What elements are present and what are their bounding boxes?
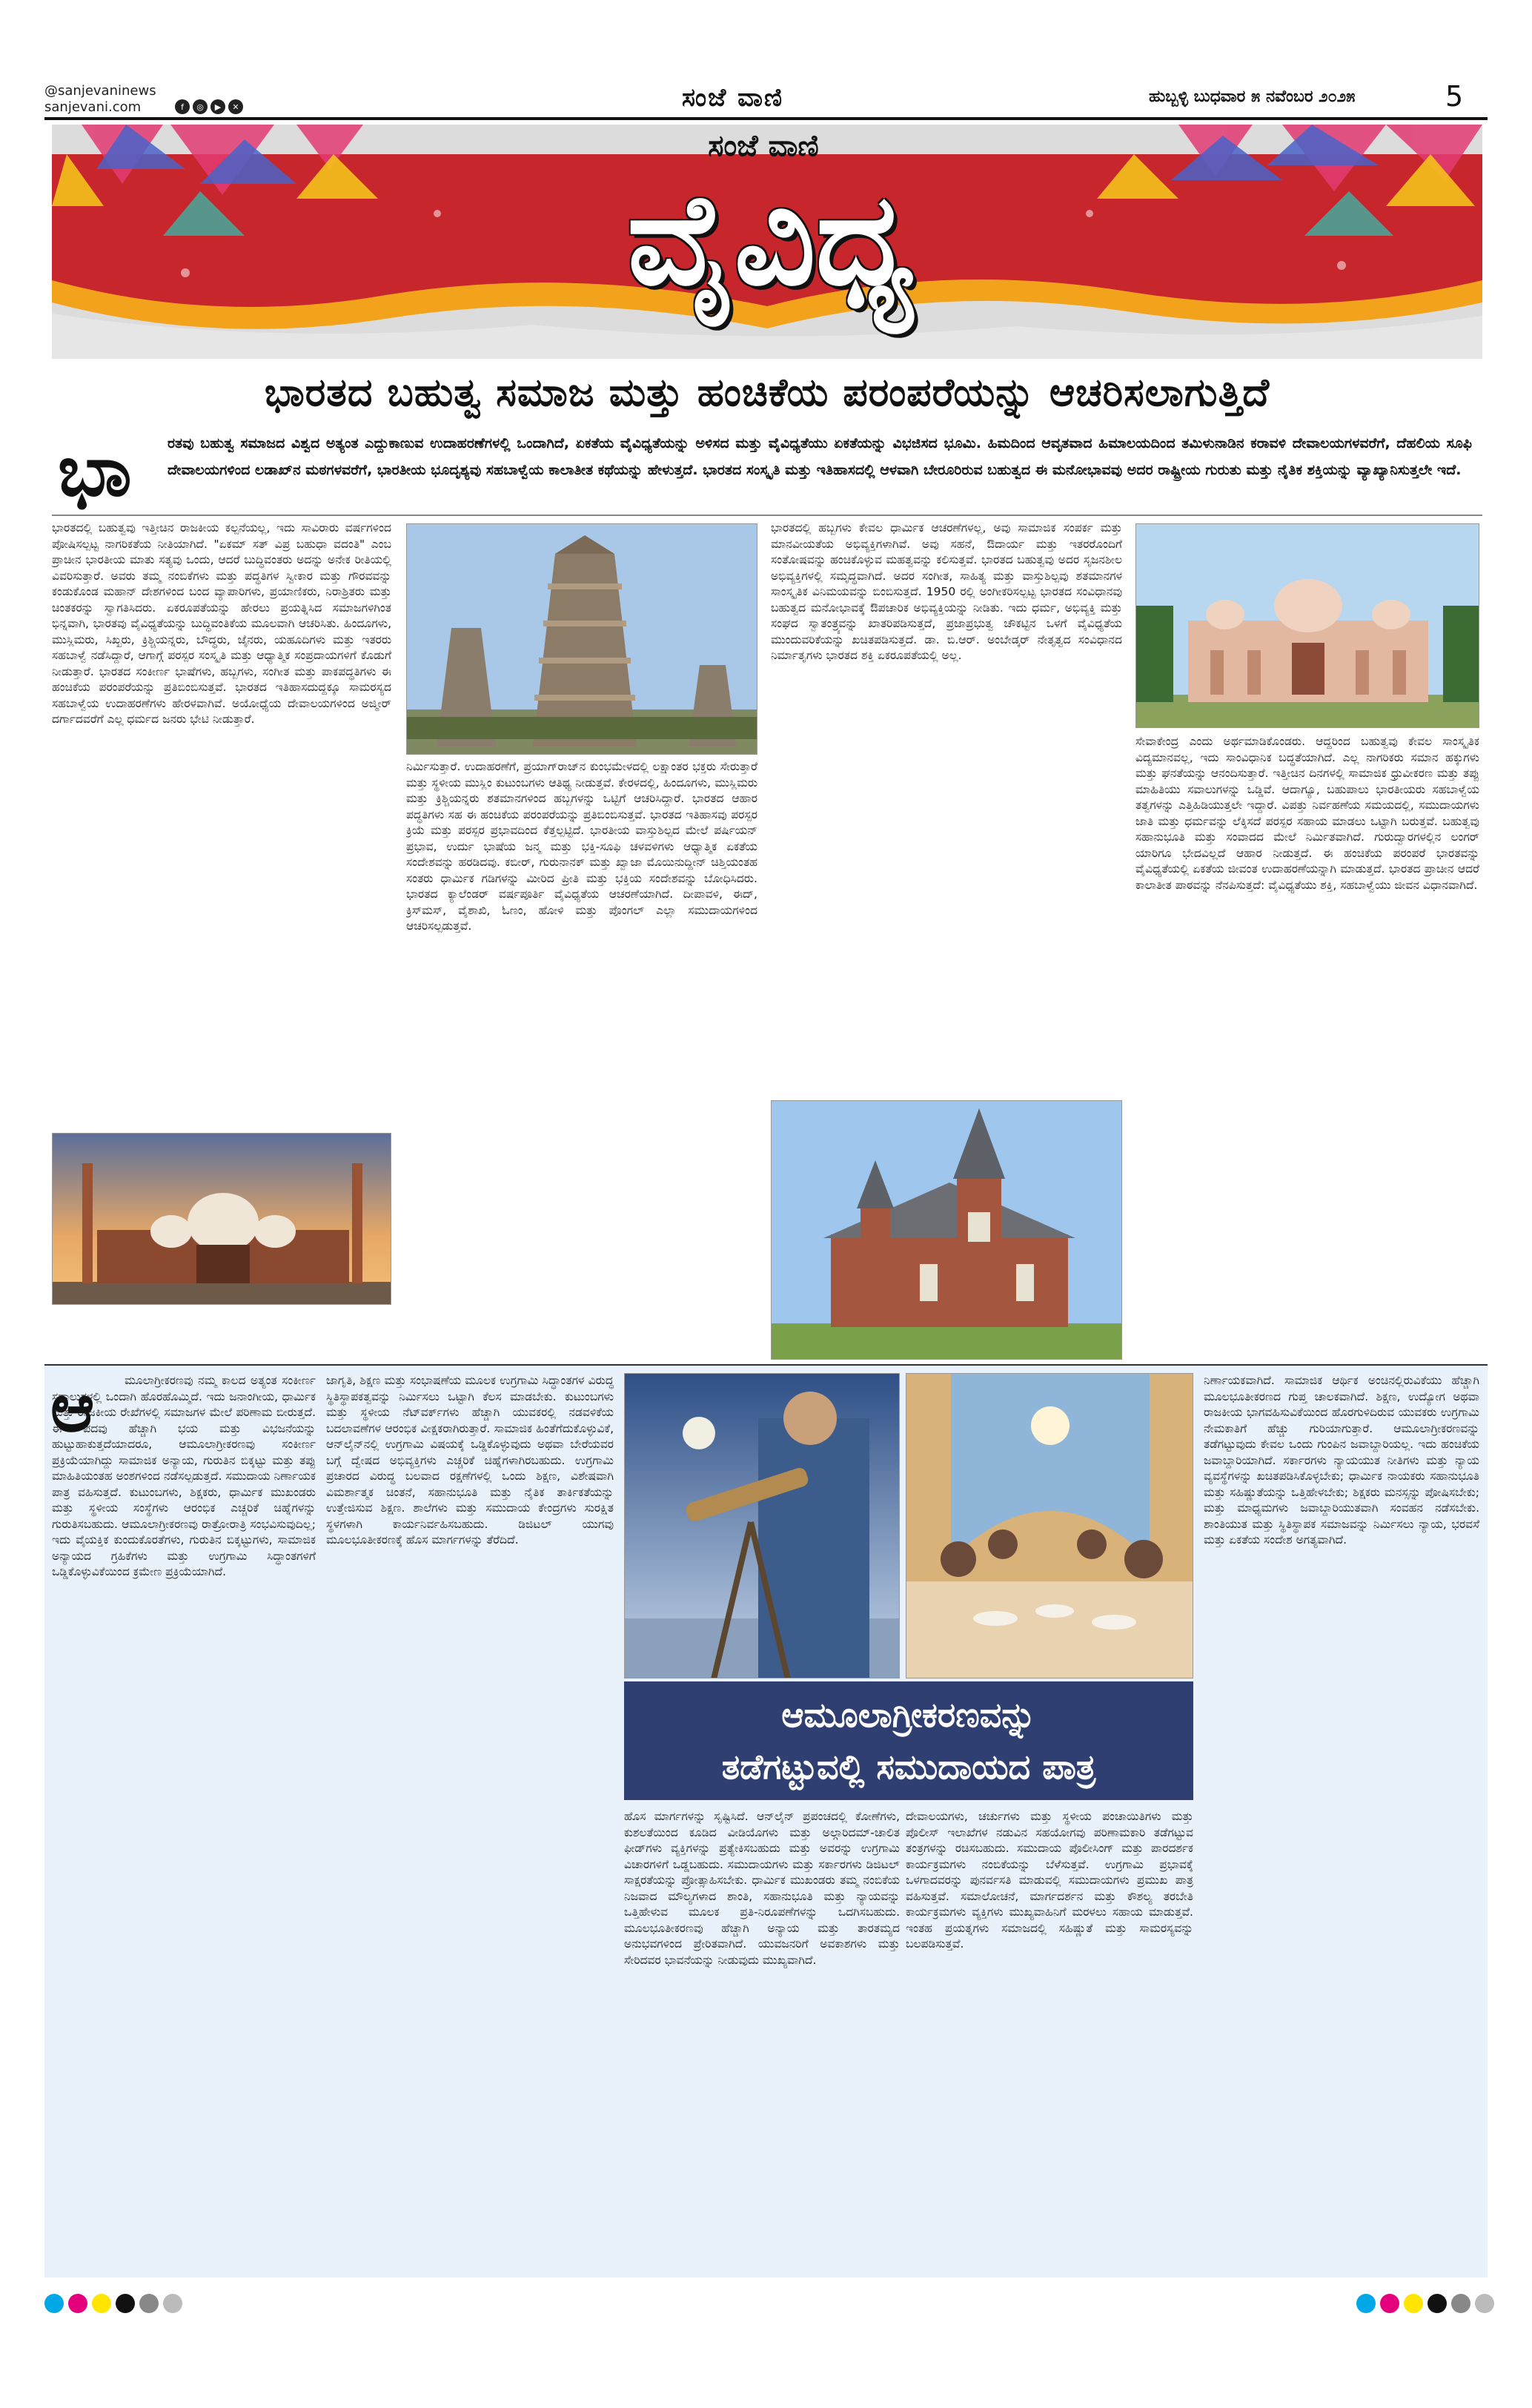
header-rule (44, 117, 1488, 120)
article2-column: ನಿರ್ಣಾಯಕವಾಗಿದೆ. ಸಾಮಾಜಿಕ ಆರ್ಥಿಕ ಅಂಚಿನಲ್ಲಿರುವಿಕೆಯು ಹೆಚ್ಚಾಗಿ ಮೂಲಭೂತೀಕರಣದ ಗುಪ್ತ ಚಾಲಕವಾಗಿದೆ. ಶಿಕ್ಷಣ, ಉದ್ಯೋಗ ಅಥವಾ ರಾಜಕೀಯ ಭಾಗವಹಿಸುವಿಕೆಯಿಂದ ಹೊರಗುಳಿದಿರುವ ಯುವಕರು ಉಗ್ರಗಾಮಿ ನೇಮಕಾತಿಗೆ ಹೆಚ್ಚು ಗುರಿಯಾಗುತ್ತಾರೆ. ಆಮೂಲಾಗ್ರೀಕರಣವನ್ನು ತಡೆಗಟ್ಟುವುದು ಕೇವಲ ಒಂದು ಗುಂಪಿನ ಜವಾಬ್ದಾರಿಯಲ್ಲ. ಇದು ಹಂಚಿಕೆಯ ಜವಾಬ್ದಾರಿಯಾಗಿದೆ. ಸರ್ಕಾರಗಳು ನ್ಯಾಯಯುತ ನೀತಿಗಳು ಮತ್ತು ನ್ಯಾಯ ವ್ಯವಸ್ಥೆಗಳನ್ನು ಖಚಿತಪಡಿಸಿಕೊಳ್ಳಬೇಕು; ಧಾರ್ಮಿಕ ನಾಯಕರು ಸಹಾನುಭೂತಿ ಮತ್ತು ಸಹಿಷ್ಣುತೆಯನ್ನು ಒತ್ತಿಹೇಳಬೇಕು; ಶಿಕ್ಷಕರು ಮನಸ್ಸನ್ನು ಪೋಷಿಸಬೇಕು; ಮತ್ತು ಮಾಧ್ಯಮಗಳು ಜವಾಬ್ದಾರಿಯುತವಾಗಿ ಸಂವಹನ ನಡೆಸಬೇಕು. ಶಾಂತಿಯುತ ಮತ್ತು ಸ್ಥಿತಿಸ್ಥಾಪಕ ಸಮಾಜವನ್ನು ನಿರ್ಮಿಸಲು ನ್ಯಾಯ, ಭರವಸೆ ಮತ್ತು ಏಕತೆಯ ಸಂದೇಶ ಅಗತ್ಯವಾಗಿದೆ. (1204, 1374, 1479, 1547)
temple-gopuram-image (406, 523, 757, 755)
article1-column: ಸೇವಾಕೇಂದ್ರ ಎಂದು ಅರ್ಥಮಾಡಿಕೊಂಡರು. ಆದ್ದರಿಂದ ಬಹುತ್ವವು ಕೇವಲ ಸಾಂಸ್ಕೃತಿಕ ವಿದ್ಯಮಾನವಲ್ಲ, ಇದು ಸಾಂವಿಧಾನಿಕ ಬದ್ಧತೆಯಾಗಿದೆ. ಎಲ್ಲ ನಾಗರಿಕರು ಸಮಾನ ಹಕ್ಕುಗಳು ಮತ್ತು ಘನತೆಯನ್ನು ಆನಂದಿಸುತ್ತಾರೆ. ಇತ್ತೀಚಿನ ದಿನಗಳಲ್ಲಿ ಸಾಮಾಜಿಕ ಧ್ರುವೀಕರಣ ಮತ್ತು ತಪ್ಪು ಮಾಹಿತಿಯು ಸವಾಲುಗಳನ್ನು ಒಡ್ಡಿವೆ. ಆದಾಗ್ಯೂ, ಬಹುಪಾಲು ಭಾರತೀಯರು ಸಹಬಾಳ್ವೆಯ ತತ್ವಗಳನ್ನು ಎತ್ತಿಹಿಡಿಯುತ್ತಲೇ ಇದ್ದಾರೆ. ವಿಪತ್ತು ನಿರ್ವಹಣೆಯ ಸಮಯದಲ್ಲಿ, ಸಮುದಾಯಗಳು ಜಾತಿ ಮತ್ತು ಧರ್ಮವನ್ನು ಲೆಕ್ಕಿಸದೆ ಪರಸ್ಪರ ಸಹಾಯ ಮಾಡಲು ಒಟ್ಟಾಗಿ ಬರುತ್ತವೆ. ಬಹುತ್ವವು ಸಹಾನುಭೂತಿ ಮತ್ತು ಸಂವಾದದ ಮೇಲೆ ನಿರ್ಮಿತವಾಗಿದೆ. ಗುರುದ್ವಾರಗಳಲ್ಲಿನ ಲಂಗರ್ ಯಾರಿಗೂ ಭೇದವಿಲ್ಲದೆ ಆಹಾರ ನೀಡುತ್ತದೆ. ಈ ಹಂಚಿಕೆಯ ಪರಂಪರೆ ಭಾರತವನ್ನು ವೈವಿಧ್ಯತೆಯಲ್ಲಿ ಏಕತೆಯ ಜೀವಂತ ಉದಾಹರಣೆಯನ್ನಾಗಿ ಮಾಡುತ್ತದೆ. ಭಾರತದ ಪ್ರಾಚೀನ ಆದರೆ ಕಾಲಾತೀತ ಪಾಠವನ್ನು ನೆನಪಿಸುತ್ತದೆ: ವೈವಿಧ್ಯತೆಯು ಶಕ್ತಿ, ಸಹಬಾಳ್ವೆಯು ಜೀವನ ವಿಧಾನವಾಗಿದೆ. (1135, 735, 1479, 892)
article2-column: ದೇವಾಲಯಗಳು, ಚರ್ಚುಗಳು ಮತ್ತು ಸ್ಥಳೀಯ ಪಂಚಾಯಿತಿಗಳು ಮತ್ತು ಪೊಲೀಸ್ ಇಲಾಖೆಗಳ ನಡುವಿನ ಸಹಯೋಗವು ಪರಿಣಾಮಕಾರಿ ತಡೆಗಟ್ಟುವ ತಂತ್ರಗಳನ್ನು ರಚಿಸಬಹುದು. ಸಮುದಾಯ ಪೊಲೀಸಿಂಗ್ ಮತ್ತು ಪಾರದರ್ಶಕ ಕಾರ್ಯಕ್ರಮಗಳು ನಂಬಿಕೆಯನ್ನು ಬೆಳೆಸುತ್ತವೆ. ಉಗ್ರಗಾಮಿ ಪ್ರಭಾವಕ್ಕೆ ಒಳಗಾದವರನ್ನು ಪುನರ್ವಸತಿ ಮಾಡುವಲ್ಲಿ ಸಮುದಾಯಗಳು ಪ್ರಮುಖ ಪಾತ್ರ ವಹಿಸುತ್ತವೆ. ಸಮಾಲೋಚನೆ, ಮಾರ್ಗದರ್ಶನ ಮತ್ತು ಕೌಶಲ್ಯ ತರಬೇತಿ ಕಾರ್ಯಕ್ರಮಗಳು ವ್ಯಕ್ತಿಗಳು ಮುಖ್ಯವಾಹಿನಿಗೆ ಮರಳಲು ಸಹಾಯ ಮಾಡುತ್ತವೆ. ಇಂತಹ ಪ್ರಯತ್ನಗಳು ಸಮಾಜದಲ್ಲಿ ಸಹಿಷ್ಣುತೆ ಮತ್ತು ಸಾಮರಸ್ಯವನ್ನು ಬಲಪಡಿಸುತ್ತವೆ. (906, 1810, 1193, 1951)
article-lede: ರತವು ಬಹುತ್ವ ಸಮಾಜದ ವಿಶ್ವದ ಅತ್ಯಂತ ಎದ್ದುಕಾಣುವ ಉದಾಹರಣೆಗಳಲ್ಲಿ ಒಂದಾಗಿದೆ, ಏಕತೆಯ ವೈವಿಧ್ಯತೆಯನ್ನು ಅಳಿಸದ ಮತ್ತು ವೈವಿಧ್ಯತೆಯು ಏಕತೆಯನ್ನು ವಿಭಜಿಸದ ಭೂಮಿ. ಹಿಮದಿಂದ ಆವೃತವಾದ ಹಿಮಾಲಯದಿಂದ ತಮಿಳುನಾಡಿನ ಕರಾವಳಿ ದೇವಾಲಯಗಳವರೆಗೆ, ದೆಹಲಿಯ ಸೂಫಿ ದೇವಾಲಯಗಳಿಂದ ಲಡಾಖ್‌ನ ಮಠಗಳವರೆಗೆ, ಭಾರತೀಯ ಭೂದೃಶ್ಯವು ಸಹಬಾಳ್ವೆಯ ಕಾಲಾತೀತ ಕಥೆಯನ್ನು ಹೇಳುತ್ತದೆ. ಭಾರತದ ಸಂಸ್ಕೃತಿ ಮತ್ತು ಇತಿಹಾಸದಲ್ಲಿ ಆಳವಾಗಿ ಬೇರೂರಿರುವ ಬಹುತ್ವದ ಈ ಮನೋಭಾವವು ಅದರ ರಾಷ್ಟ್ರೀಯ ಗುರುತು ಮತ್ತು ನೈತಿಕ ಶಕ್ತಿಯನ್ನು ವ್ಯಾಖ್ಯಾನಿಸುತ್ತಲೇ ಇದೆ. (168, 435, 1472, 478)
banner-masthead: ಸಂಜೆ ವಾಣಿ (708, 129, 819, 163)
community-dinner-image (906, 1373, 1193, 1678)
twitter-icon[interactable]: ✕ (228, 99, 243, 114)
facebook-icon[interactable]: f (175, 99, 190, 114)
color-registration-marks (1356, 2294, 1494, 2313)
dateline: ಹುಬ್ಬಳ್ಳಿ ಬುಧವಾರ ೫ ನವೆಂಬರ ೨೦೨೫ (1149, 87, 1356, 106)
article2-title (624, 1681, 1193, 1800)
mosque-image (52, 1133, 391, 1305)
drop-cap: ಆ (50, 1369, 95, 1447)
article2-title-line: ಆಮೂಲಾಗ್ರೀಕರಣವನ್ನು (781, 1695, 1036, 1735)
social-icons (175, 99, 243, 114)
church-image (771, 1100, 1122, 1360)
drop-cap: ಭಾ (58, 429, 132, 512)
youtube-icon[interactable]: ▶ (210, 99, 225, 114)
article2-column: ಜಾಗೃತಿ, ಶಿಕ್ಷಣ ಮತ್ತು ಸಂಭಾಷಣೆಯ ಮೂಲಕ ಉಗ್ರಗಾಮಿ ಸಿದ್ಧಾಂತಗಳ ವಿರುದ್ಧ ಸ್ಥಿತಿಸ್ಥಾಪಕತ್ವವನ್ನು ನಿರ್ಮಿಸಲು ಒಟ್ಟಾಗಿ ಕೆಲಸ ಮಾಡಬೇಕು. ಕುಟುಂಬಗಳು ಮತ್ತು ಸ್ಥಳೀಯ ನೆಟ್‌ವರ್ಕ್‌ಗಳು ಹೆಚ್ಚಾಗಿ ಯುವಕರಲ್ಲಿ ನಡವಳಿಕೆಯ ಬದಲಾವಣೆಗಳ ಆರಂಭಿಕ ವೀಕ್ಷಕರಾಗಿರುತ್ತಾರೆ. ಸಾಮಾಜಿಕ ಹಿಂತೆಗೆದುಕೊಳ್ಳುವಿಕೆ, ಆನ್‌ಲೈನ್‌ನಲ್ಲಿ ಉಗ್ರಗಾಮಿ ವಿಷಯಕ್ಕೆ ಒಡ್ಡಿಕೊಳ್ಳುವುದು ಅಥವಾ ಬೇರೆಯವರ ಬಗ್ಗೆ ದ್ವೇಷದ ಅಭಿವ್ಯಕ್ತಿಗಳು ಎಚ್ಚರಿಕೆ ಚಿಹ್ನೆಗಳಾಗಿರಬಹುದು. ಉಗ್ರಗಾಮಿ ಪ್ರಚಾರದ ವಿರುದ್ಧ ಬಲವಾದ ರಕ್ಷಣೆಗಳಲ್ಲಿ ಒಂದು ಶಿಕ್ಷಣ, ವಿಶೇಷವಾಗಿ ವಿಮರ್ಶಾತ್ಮಕ ಚಿಂತನೆ, ಸಹಾನುಭೂತಿ ಮತ್ತು ನೈತಿಕ ತಾರ್ಕಿಕತೆಯನ್ನು ಉತ್ತೇಜಿಸುವ ಶಿಕ್ಷಣ. ಶಾಲೆಗಳು ಮತ್ತು ಸಮುದಾಯ ಕೇಂದ್ರಗಳು ಸುರಕ್ಷಿತ ಸ್ಥಳಗಳಾಗಿ ಕಾರ್ಯನಿರ್ವಹಿಸಬಹುದು. ಡಿಜಿಟಲ್ ಯುಗವು ಮೂಲಭೂತೀಕರಣಕ್ಕೆ ಹೊಸ ಮಾರ್ಗಗಳನ್ನು ತೆರೆದಿದೆ. (326, 1374, 614, 1547)
website-link[interactable]: sanjevani.com (44, 99, 142, 115)
masthead: ಸಂಜೆ ವಾಣಿ (682, 83, 784, 113)
telescope-image (624, 1373, 900, 1678)
article2-column: ಹೊಸ ಮಾರ್ಗಗಳನ್ನು ಸೃಷ್ಟಿಸಿದೆ. ಆನ್‌ಲೈನ್ ಪ್ರಪಂಚದಲ್ಲಿ ಕೋಣೆಗಳು, ಕುಶಲತೆಯಿಂದ ಕೂಡಿದ ವೀಡಿಯೊಗಳು ಮತ್ತು ಅಲ್ಗಾರಿದಮ್-ಚಾಲಿತ ಫೀಡ್‌ಗಳು ವ್ಯಕ್ತಿಗಳನ್ನು ಪ್ರತ್ಯೇಕಿಸಬಹುದು ಮತ್ತು ಅವರನ್ನು ಉಗ್ರಗಾಮಿ ವಿಚಾರಗಳಿಗೆ ಒಡ್ಡಬಹುದು. ಸಮುದಾಯಗಳು ಮತ್ತು ಸರ್ಕಾರಗಳು ಡಿಜಿಟಲ್ ಸಾಕ್ಷರತೆಯನ್ನು ಪ್ರೋತ್ಸಾಹಿಸಬೇಕು. ಧಾರ್ಮಿಕ ಮುಖಂಡರು ತಮ್ಮ ನಂಬಿಕೆಯ ನಿಜವಾದ ಮೌಲ್ಯಗಳಾದ ಶಾಂತಿ, ಸಹಾನುಭೂತಿ ಮತ್ತು ನ್ಯಾಯವನ್ನು ಒತ್ತಿಹೇಳುವ ಮೂಲಕ ಪ್ರತಿ-ನಿರೂಪಣೆಗಳನ್ನು ಒದಗಿಸಬಹುದು. ಮೂಲಭೂತೀಕರಣವು ಹೆಚ್ಚಾಗಿ ಅನ್ಯಾಯ ಮತ್ತು ತಾರತಮ್ಯದ ಅನುಭವಗಳಿಂದ ಪ್ರೇರಿತವಾಗಿದೆ. ಯುವಜನರಿಗೆ ಅವಕಾಶಗಳು ಮತ್ತು ಸೇರಿದವರ ಭಾವನೆಯನ್ನು ನೀಡುವುದು ಮುಖ್ಯವಾಗಿದೆ. (624, 1810, 900, 1967)
social-handles (44, 83, 156, 116)
page-number: 5 (1445, 80, 1464, 113)
color-registration-marks (44, 2294, 182, 2313)
article1-column: ಭಾರತದಲ್ಲಿ ಹಬ್ಬಗಳು ಕೇವಲ ಧಾರ್ಮಿಕ ಆಚರಣೆಗಳಲ್ಲ, ಅವು ಸಾಮಾಜಿಕ ಸಂಪರ್ಕ ಮತ್ತು ಮಾನವೀಯತೆಯ ಅಭಿವ್ಯಕ್ತಿಗಳಾಗಿವೆ. ಅವು ಸಹನೆ, ಔದಾರ್ಯ ಮತ್ತು ಇತರರೊಂದಿಗೆ ಸಂತೋಷವನ್ನು ಹಂಚಿಕೊಳ್ಳುವ ಮಹತ್ವವನ್ನು ಕಲಿಸುತ್ತವೆ. ಭಾರತದ ಬಹುತ್ವವು ಅದರ ಸೃಜನಶೀಲ ಅಭಿವ್ಯಕ್ತಿಗಳಲ್ಲಿ ಸಮೃದ್ಧವಾಗಿದೆ. ಅದರ ಸಂಗೀತ, ಸಾಹಿತ್ಯ ಮತ್ತು ವಾಸ್ತುಶಿಲ್ಪವು ಶತಮಾನಗಳ ಸಾಂಸ್ಕೃತಿಕ ವಿನಿಮಯವನ್ನು ಬಿಂಬಿಸುತ್ತದೆ. 1950 ರಲ್ಲಿ ಅಂಗೀಕರಿಸಲ್ಪಟ್ಟ ಭಾರತದ ಸಂವಿಧಾನವು ಬಹುತ್ವದ ಮನೋಭಾವಕ್ಕೆ ಔಪಚಾರಿಕ ಅಭಿವ್ಯಕ್ತಿಯನ್ನು ನೀಡಿತು. ಇದು ಧರ್ಮ, ಅಭಿವ್ಯಕ್ತಿ ಮತ್ತು ಸಂಘದ ಸ್ವಾತಂತ್ರ್ಯವನ್ನು ಖಾತರಿಪಡಿಸುತ್ತದೆ, ಪ್ರಜಾಪ್ರಭುತ್ವ ಚೌಕಟ್ಟಿನ ಒಳಗೆ ವೈವಿಧ್ಯತೆಯ ಮುಂದುವರಿಕೆಯನ್ನು ಖಚಿತಪಡಿಸುತ್ತದೆ. ಡಾ. ಬಿ.ಆರ್. ಅಂಬೇಡ್ಕರ್ ನೇತೃತ್ವದ ಸಂವಿಧಾನದ ನಿರ್ಮಾತೃಗಳು ಭಾರತದ ಶಕ್ತಿ ಏಕರೂಪತೆಯಲ್ಲಿ ಅಲ್ಲ. (771, 521, 1122, 662)
social-handle[interactable]: @sanjevaninews (44, 83, 156, 99)
article2-column: ಮೂಲಾಗ್ರೀಕರಣವು ನಮ್ಮ ಕಾಲದ ಅತ್ಯಂತ ಸಂಕೀರ್ಣ ಸವಾಲುಗಳಲ್ಲಿ ಒಂದಾಗಿ ಹೊರಹೊಮ್ಮಿದೆ. ಇದು ಜನಾಂಗೀಯ, ಧಾರ್ಮಿಕ ಮತ್ತು ರಾಜಕೀಯ ರೇಖೆಗಳಲ್ಲಿ ಸಮಾಜಗಳ ಮೇಲೆ ಪರಿಣಾಮ ಬೀರುತ್ತದೆ. ಈ ಪದವು ಹೆಚ್ಚಾಗಿ ಭಯ ಮತ್ತು ವಿಭಜನೆಯನ್ನು ಹುಟ್ಟುಹಾಕುತ್ತದೆಯಾದರೂ, ಆಮೂಲಾಗ್ರೀಕರಣವು ಸಂಕೀರ್ಣ ಪ್ರಕ್ರಿಯೆಯಾಗಿದ್ದು ಸಾಮಾಜಿಕ ಅನ್ಯಾಯ, ಗುರುತಿನ ಬಿಕ್ಕಟ್ಟು ಮತ್ತು ತಪ್ಪು ಮಾಹಿತಿಯಂತಹ ಅಂಶಗಳಿಂದ ನಡೆಸಲ್ಪಡುತ್ತದೆ. ಸಮುದಾಯ ನಿರ್ಣಾಯಕ ಪಾತ್ರ ವಹಿಸುತ್ತದೆ. ಕುಟುಂಬಗಳು, ಶಿಕ್ಷಕರು, ಧಾರ್ಮಿಕ ಮುಖಂಡರು ಮತ್ತು ಸ್ಥಳೀಯ ಸಂಸ್ಥೆಗಳು ಆರಂಭಿಕ ಎಚ್ಚರಿಕೆ ಚಿಹ್ನೆಗಳನ್ನು ಗುರುತಿಸಬಹುದು. ಆಮೂಲಾಗ್ರೀಕರಣವು ರಾತ್ರೋರಾತ್ರಿ ಸಂಭವಿಸುವುದಿಲ್ಲ; ಇದು ವೈಯಕ್ತಿಕ ಕುಂದುಕೊರತೆಗಳು, ಗುರುತಿನ ಬಿಕ್ಕಟ್ಟುಗಳು, ಸಾಮಾಜಿಕ ಅನ್ಯಾಯದ ಗ್ರಹಿಕೆಗಳು ಮತ್ತು ಉಗ್ರಗಾಮಿ ಸಿದ್ಧಾಂತಗಳಿಗೆ ಒಡ್ಡಿಕೊಳ್ಳುವಿಕೆಯಿಂದ ಕ್ರಮೇಣ ಪ್ರಕ್ರಿಯೆಯಾಗಿದೆ. (52, 1374, 316, 1578)
article2-title-line: ತಡೆಗಟ್ಟುವಲ್ಲಿ ಸಮುದಾಯದ ಪಾತ್ರ (721, 1747, 1096, 1787)
article1-column: ನಿರ್ಮಿಸುತ್ತಾರೆ. ಉದಾಹರಣೆಗೆ, ಪ್ರಯಾಗ್‌ರಾಜ್‌ನ ಕುಂಭಮೇಳದಲ್ಲಿ ಲಕ್ಷಾಂತರ ಭಕ್ತರು ಸೇರುತ್ತಾರೆ ಮತ್ತು ಸ್ಥಳೀಯ ಮುಸ್ಲಿಂ ಕುಟುಂಬಗಳು ಆತಿಥ್ಯ ನೀಡುತ್ತವೆ. ಕೇರಳದಲ್ಲಿ, ಹಿಂದೂಗಳು, ಮುಸ್ಲಿಮರು ಮತ್ತು ಕ್ರಿಶ್ಚಿಯನ್ನರು ಶತಮಾನಗಳಿಂದ ಹಬ್ಬಗಳನ್ನು ಒಟ್ಟಿಗೆ ಆಚರಿಸಿದ್ದಾರೆ. ಭಾರತದ ಆಹಾರ ಪದ್ಧತಿಗಳು ಸಹ ಈ ಹಂಚಿಕೆಯ ಪರಂಪರೆಯನ್ನು ಪ್ರತಿಬಿಂಬಿಸುತ್ತವೆ. ಭಾರತದ ಇತಿಹಾಸವು ಪರಸ್ಪರ ಕ್ರಿಯೆ ಮತ್ತು ಪರಸ್ಪರ ಪ್ರಭಾವದಿಂದ ಕೆತ್ತಲ್ಪಟ್ಟಿದೆ. ಭಾರತೀಯ ವಾಸ್ತುಶಿಲ್ಪದ ಮೇಲೆ ಪರ್ಷಿಯನ್ ಪ್ರಭಾವ, ಉರ್ದು ಭಾಷೆಯ ಜನ್ಮ ಮತ್ತು ಭಕ್ತಿ-ಸೂಫಿ ಚಳವಳಿಗಳು ಆಧ್ಯಾತ್ಮಿಕ ಏಕತೆಯ ಸಂದೇಶವನ್ನು ಹರಡಿದವು. ಕಬೀರ್, ಗುರುನಾನಕ್ ಮತ್ತು ಖ್ವಾಜಾ ಮೊಯಿನುದ್ದೀನ್ ಚಿಶ್ತಿಯಂತಹ ಸಂತರು ಧಾರ್ಮಿಕ ಗಡಿಗಳನ್ನು ಮೀರಿದ ಪ್ರೀತಿ ಮತ್ತು ಭಕ್ತಿಯ ಸಂದೇಶವನ್ನು ಬೋಧಿಸಿದರು. ಭಾರತದ ಕ್ಯಾಲೆಂಡರ್ ವರ್ಷಪೂರ್ತಿ ವೈವಿಧ್ಯತೆಯ ಆಚರಣೆಯಾಗಿದೆ. ದೀಪಾವಳಿ, ಈದ್, ಕ್ರಿಸ್‌ಮಸ್, ವೈಶಾಖಿ, ಓಣಂ, ಹೋಳಿ ಮತ್ತು ಪೊಂಗಲ್ ಎಲ್ಲಾ ಸಮುದಾಯಗಳಿಂದ ಆಚರಿಸಲ್ಪಡುತ್ತವೆ. (406, 760, 757, 933)
article1-column: ಭಾರತದಲ್ಲಿ ಬಹುತ್ವವು ಇತ್ತೀಚಿನ ರಾಜಕೀಯ ಕಲ್ಪನೆಯಲ್ಲ, ಇದು ಸಾವಿರಾರು ವರ್ಷಗಳಿಂದ ಪೋಷಿಸಲ್ಪಟ್ಟ ನಾಗರಿಕತೆಯ ನೀತಿಯಾಗಿದೆ. "ಏಕಮ್ ಸತ್ ವಿಪ್ರ ಬಹುಧಾ ವದಂತಿ" ಎಂಬ ಪ್ರಾಚೀನ ಭಾರತೀಯ ಮಾತು ಸತ್ಯವು ಒಂದು, ಆದರೆ ಬುದ್ಧಿವಂತರು ಅದನ್ನು ಅನೇಕ ರೀತಿಯಲ್ಲಿ ವಿವರಿಸುತ್ತಾರೆ. ಅವರು ತಮ್ಮ ನಂಬಿಕೆಗಳು ಮತ್ತು ಪದ್ಧತಿಗಳ ಸ್ವೀಕಾರ ಮತ್ತು ಗೌರವವನ್ನು ಕಂಡುಕೊಂಡ ಮಹಾನ್ ದೇಶಗಳಿಂದ ಬಂದ ವ್ಯಾಪಾರಿಗಳು, ಪ್ರಯಾಣಿಕರು, ನಿರಾಶ್ರಿತರು ಮತ್ತು ಚಿಂತಕರನ್ನು ಸ್ವಾಗತಿಸಿದರು. ಏಕರೂಪತೆಯನ್ನು ಹೇರಲು ಪ್ರಯತ್ನಿಸಿದ ಸಮಾಜಗಳಿಗಿಂತ ಭಿನ್ನವಾಗಿ, ಭಾರತವು ವೈವಿಧ್ಯತೆಯನ್ನು ಬುದ್ಧಿವಂತಿಕೆಯ ಮೂಲವಾಗಿ ಆಚರಿಸಿತು. ಹಿಂದೂಗಳು, ಮುಸ್ಲಿಮರು, ಸಿಖ್ಖರು, ಕ್ರಿಶ್ಚಿಯನ್ನರು, ಬೌದ್ಧರು, ಜೈನರು, ಯಹೂದಿಗಳು ಮತ್ತು ಇತರರು ಸಹಬಾಳ್ವೆ ನಡೆಸಿದ್ದಾರೆ, ಆಗಾಗ್ಗೆ ಪರಸ್ಪರ ಸಂಸ್ಕೃತಿ ಮತ್ತು ಆಧ್ಯಾತ್ಮಿಕ ಸಂಪ್ರದಾಯಗಳಿಗೆ ಕೊಡುಗೆ ನೀಡುತ್ತಾರೆ. ಭಾರತದ ಸಂಕೀರ್ಣ ಭಾಷೆಗಳು, ಹಬ್ಬಗಳು, ಸಂಗೀತ ಮತ್ತು ಪಾಕಪದ್ಧತಿಗಳು ಈ ಹಂಚಿಕೆಯ ಪರಂಪರೆಯನ್ನು ಪ್ರತಿಬಿಂಬಿಸುತ್ತವೆ. ಭಾರತದ ಇತಿಹಾಸದುದ್ದಕ್ಕೂ ಸಾಮರಸ್ಯದ ಸಹಬಾಳ್ವೆಯ ಉದಾಹರಣೆಗಳು ಹೇರಳವಾಗಿವೆ. ಅಯೋಧ್ಯೆಯ ದೇವಾಲಯಗಳಿಂದ ಅಜ್ಮೀರ್ ದರ್ಗಾದವರೆಗೆ ಎಲ್ಲ ಧರ್ಮದ ಜನರು ಭೇಟಿ ನೀಡುತ್ತಾರೆ. (52, 521, 391, 726)
instagram-icon[interactable]: ◎ (193, 99, 208, 114)
jain-temple-image (1135, 523, 1479, 728)
section-title: ವೈವಿಧ್ಯ (627, 165, 915, 314)
article-headline: ಭಾರತದ ಬಹುತ್ವ ಸಮಾಜ ಮತ್ತು ಹಂಚಿಕೆಯ ಪರಂಪರೆಯನ್ನು ಆಚರಿಸಲಾಗುತ್ತಿದೆ (52, 360, 1482, 426)
